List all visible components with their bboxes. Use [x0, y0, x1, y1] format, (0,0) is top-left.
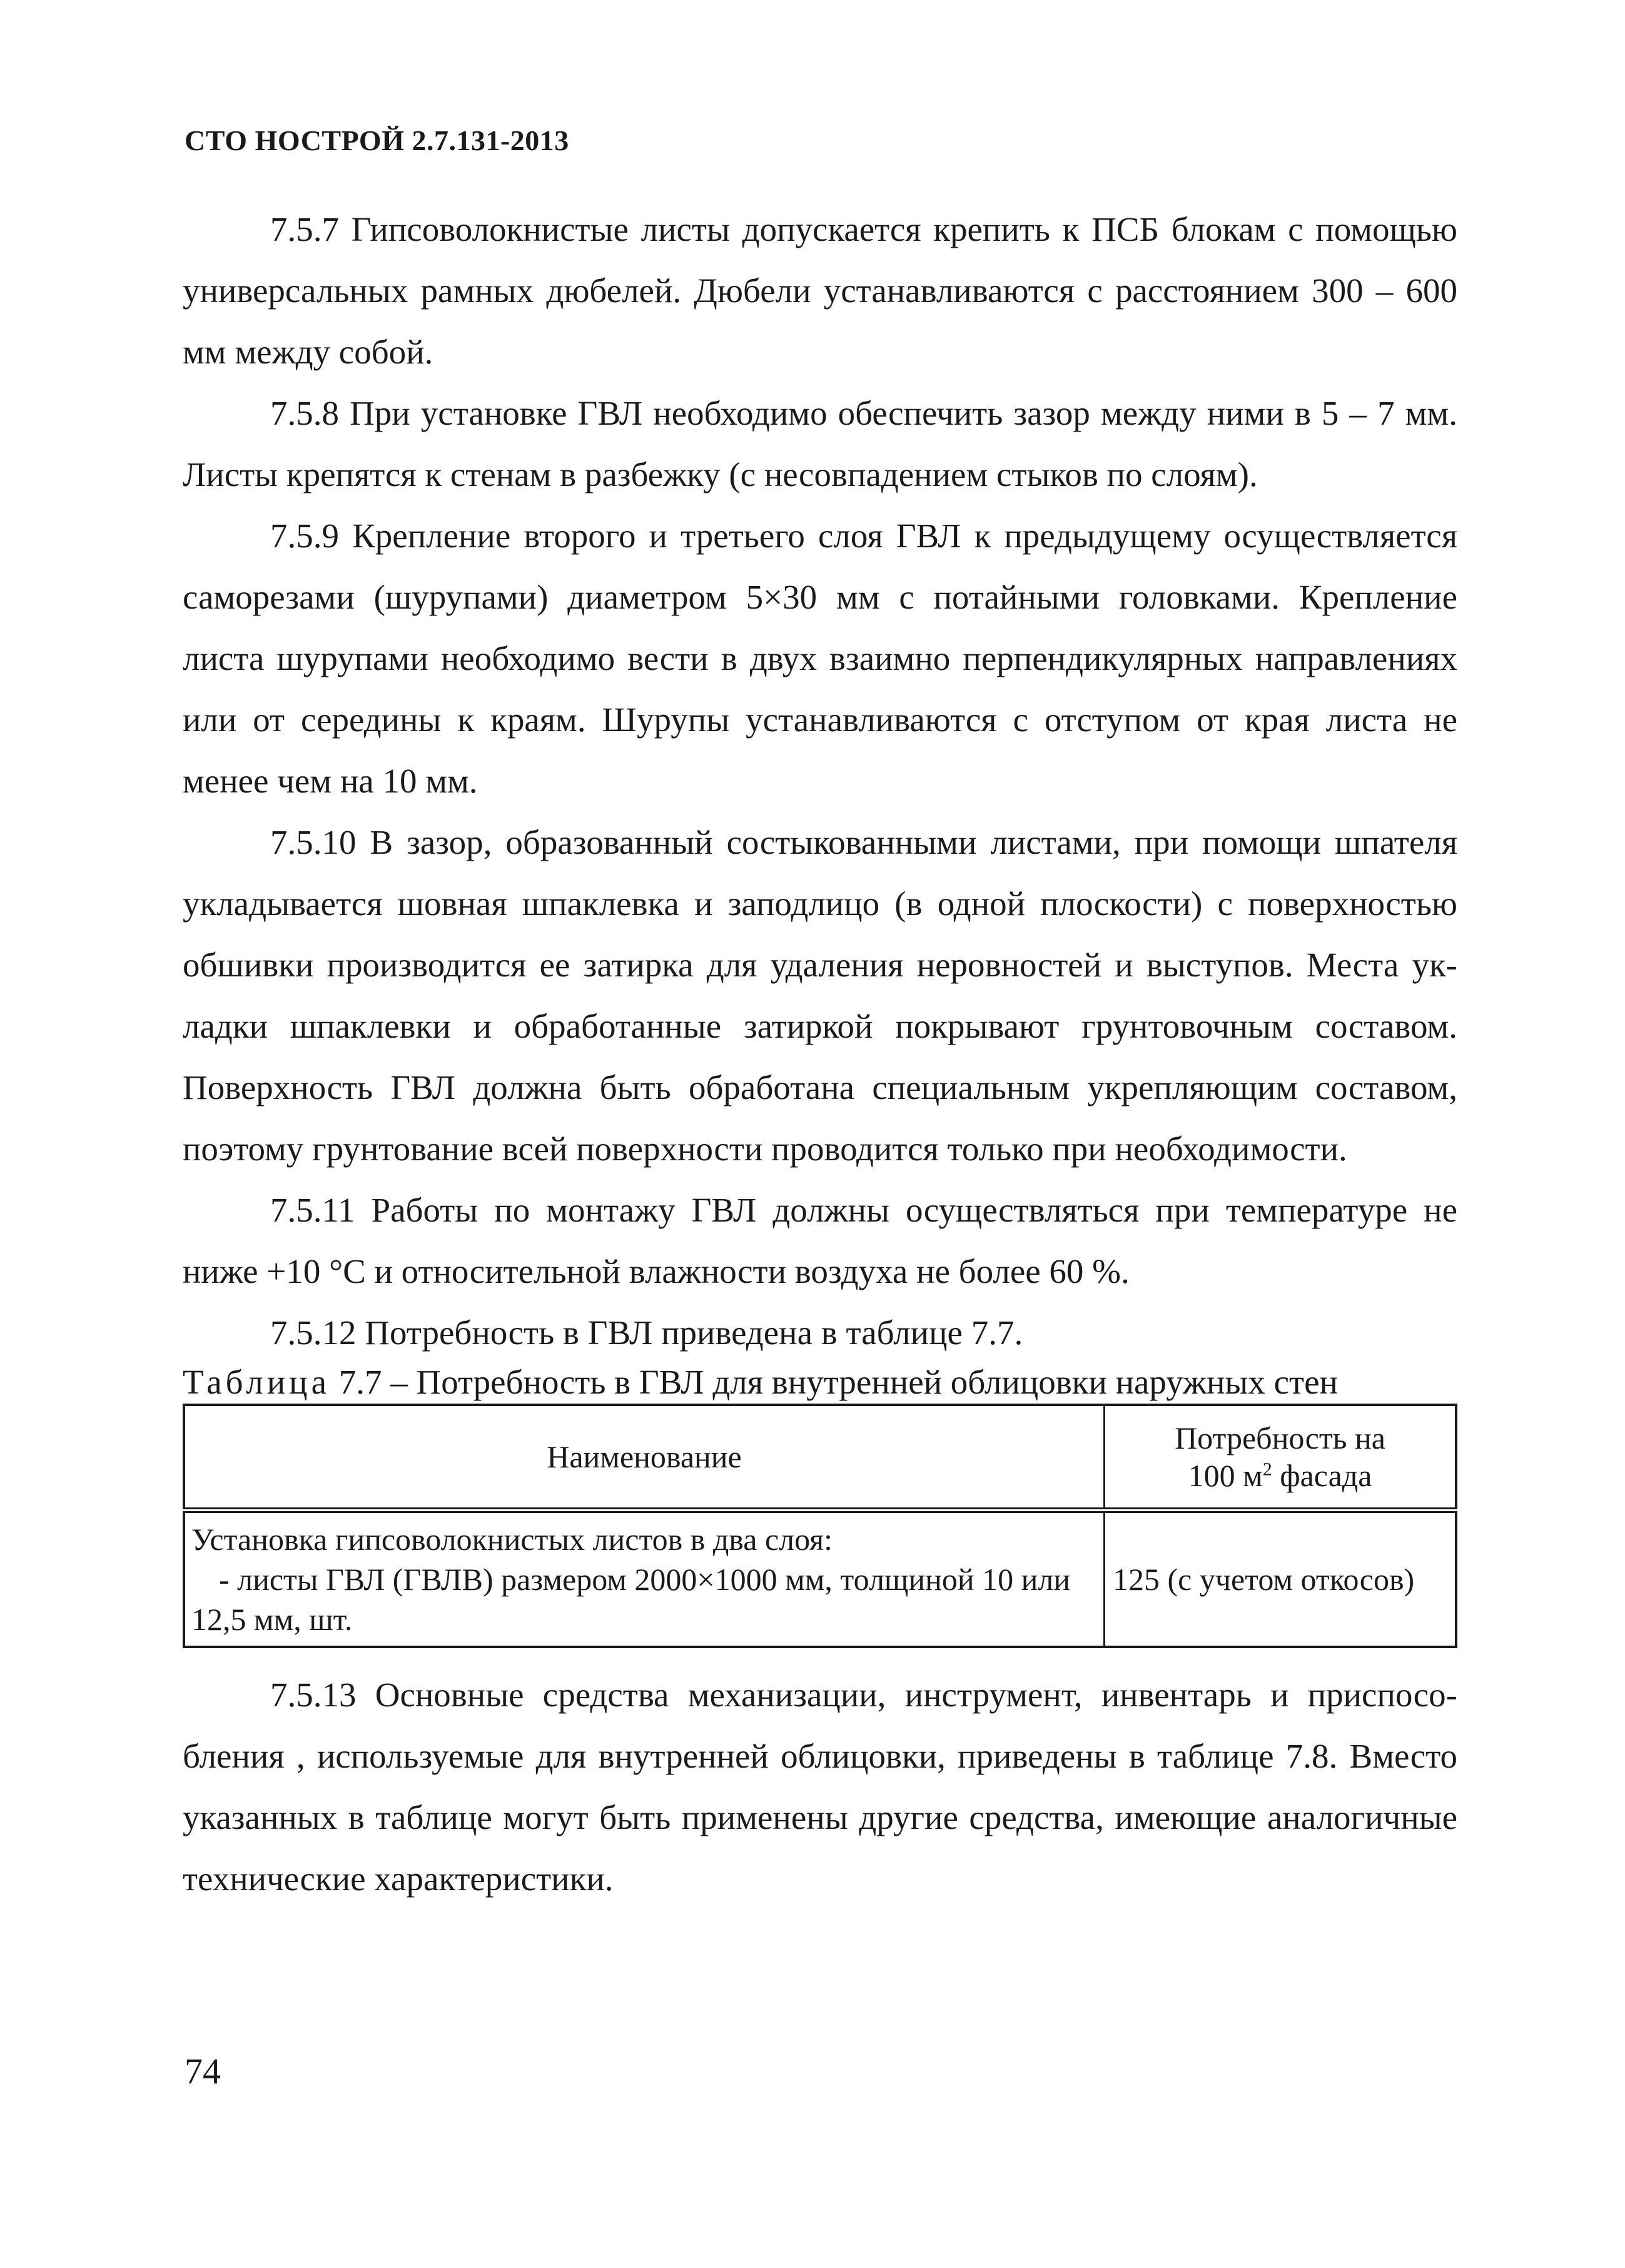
table-header-row [184, 1405, 1456, 1511]
row-value-cell: 125 (с учетом откосов) [1105, 1511, 1457, 1648]
page-number: 74 [185, 2051, 221, 2092]
table-caption-text: 7.7 – Потребность в ГВЛ для внутренней облицовки наружных стен [330, 1363, 1338, 1401]
paragraph-7-5-11: 7.5.11 Работы по монтажу ГВЛ должны осуществляться при температуре не ниже +10 °С и относительной влажности воздуха не более 60 %. [183, 1191, 1457, 1290]
document-header: СТО НОСТРОЙ 2.7.131-2013 [185, 124, 569, 156]
paragraph-7-5-9: 7.5.9 Крепление второго и третьего слоя ГВЛ к предыдущему осуществляется саморезами (шурупами) диаметром 5×30 мм с потайными головками. Крепление листа шурупами необходимо вести в двух взаимно перпендикулярных направлениях или от середины к краям. Шурупы устанавливаются с отступом от края листа не менее чем на 10 мм. [183, 517, 1457, 800]
paragraph-7-5-10: 7.5.10 В зазор, образованный состыкованными листами, при помощи шпателя укладывается шовная шпаклевка и заподлицо (в одной плоскости) с поверхностью обшивки производится ее затирка для удаления неровностей и выступов. Места укладки шпаклевки и обработанные затиркой покрывают грунтовочным составом. Поверхность ГВЛ должна быть обработана специальным укрепляющим составом, поэтому грунтование всей поверхности проводится только при необходимости. [183, 823, 1457, 1168]
document-body [183, 199, 1457, 1910]
row-name-cell [184, 1511, 1105, 1648]
table-caption [183, 1364, 1457, 1404]
header-name-cell: Наименование [184, 1405, 1105, 1511]
header-demand-sup: 2 [1262, 1459, 1272, 1480]
paragraph-7-5-12: 7.5.12 Потребность в ГВЛ приведена в таблице 7.7. [270, 1314, 1023, 1352]
header-demand-cell [1105, 1405, 1457, 1511]
paragraph-7-5-8: 7.5.8 При установке ГВЛ необходимо обеспечить зазор между ними в 5 – 7 мм. Листы крепятся к стенам в разбежку (с несовпадением стыков по слоям). [183, 394, 1457, 494]
row-name-line2: - листы ГВЛ (ГВЛВ) размером 2000×1000 мм, толщиной 10 или 12,5 мм, шт. [191, 1562, 1071, 1637]
header-demand-line2-post: фасада [1272, 1458, 1372, 1493]
row-name-line1: Установка гипсоволокнистых листов в два слоя: [191, 1522, 833, 1557]
paragraph-7-5-7: 7.5.7 Гипсоволокнистые листы допускается крепить к ПСБ блокам с помощью универсальных рамных дюбелей. Дюбели устанавливаются с расстоянием 300 – 600 мм между собой. [183, 210, 1457, 371]
table-caption-label: Таблица [183, 1363, 330, 1401]
table-row [184, 1511, 1456, 1648]
paragraph-7-5-13: 7.5.13 Основные средства механизации, инструмент, инвентарь и приспособления , используемые для внутренней облицовки, приведены в таблице 7.8. Вместо указанных в таблице могут быть применены другие средства, имеющие аналогичные технические характеристики. [183, 1676, 1457, 1898]
demand-table [183, 1404, 1457, 1648]
header-demand-line2-pre: 100 м [1188, 1458, 1263, 1493]
header-demand-line1: Потребность на [1175, 1420, 1385, 1455]
